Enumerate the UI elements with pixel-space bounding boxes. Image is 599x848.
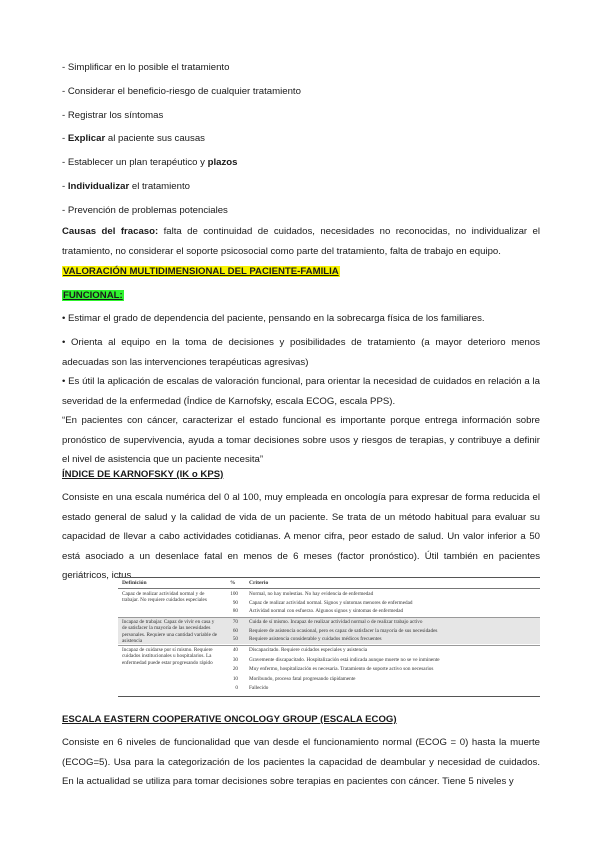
header-criterio: Criterio <box>249 580 269 586</box>
row-criterio: Cuida de sí mismo. Incapaz de realizar actividad normal o de realizar trabajo activo <box>249 619 423 625</box>
heading-funcional <box>62 290 124 302</box>
table-row <box>118 607 540 616</box>
row-criterio: Requiere asistencia considerable y cuidados médicos frecuentes <box>249 636 382 642</box>
heading-karnofsky-text: ÍNDICE DE KARNOFSKY (IK o KPS) <box>62 469 224 480</box>
karnofsky-paragraph: Consiste en una escala numérica del 0 al 100, muy empleada en oncología para expresar de forma reducida el estado general de salud y la calidad de vida de un paciente. Se trata de un método habitual para evaluar su capacidad de llevar a cabo actividades cotidianas. A menor cifra, peor estado de salud. Un valor inferior a 50 está asociado a un desenlace fatal en menos de 6 meses (factor pronóstico). Útil también en pacientes geriátricos, ictus. <box>62 492 540 581</box>
row-criterio: Fallecido <box>249 685 269 691</box>
table-row <box>118 635 540 644</box>
bullet-prevencion: - Prevención de problemas potenciales <box>62 205 228 216</box>
bullet-plan-bold: plazos <box>207 157 238 168</box>
row-pct: 90 <box>232 599 238 606</box>
bullet-plan <box>62 157 237 169</box>
karnofsky-table <box>118 577 540 697</box>
table-group-3 <box>118 645 540 695</box>
table-group-1 <box>118 589 540 616</box>
row-pct: 50 <box>232 636 238 642</box>
bullet-plan-text: - Establecer un plan terapéutico y <box>62 157 208 168</box>
fracaso-text: falta de continuidad de cuidados, necesidades no reconocidas, no individualizar el tratamiento, no considerar el soporte psicosocial como parte del tratamiento, falta de trabajo en equipo. <box>62 226 540 257</box>
group-definition: Capaz de realizar actividad normal y de trabajar. No requiere cuidados especiales <box>122 591 207 604</box>
row-criterio: Moribundo, proceso fatal progresando rápidamente <box>249 675 356 682</box>
table-row <box>118 684 540 693</box>
header-pct: % <box>230 580 236 586</box>
bullet-registrar: - Registrar los síntomas <box>62 110 164 121</box>
funcional-point-3: • Es útil la aplicación de escalas de valoración funcional, para orientar la necesidad de cuidados en relación a la severidad de la enfermedad (Índice de Karnofsky, escala ECOG, escala PPS). <box>62 376 540 407</box>
fracaso-paragraph <box>62 222 540 261</box>
row-pct: 20 <box>232 666 238 672</box>
row-pct: 40 <box>232 647 238 653</box>
ecog-paragraph: Consiste en 6 niveles de funcionalidad que van desde el funcionamiento normal (ECOG = 0) hasta la muerte (ECOG=5). Usa para la categorización de los pacientes la capacidad de deambular y necesidad de cuidados. En la actualidad se utiliza para tomar decisiones sobre terapias en pacientes con cáncer. Tiene 5 niveles y <box>62 737 540 787</box>
table-row <box>118 646 540 655</box>
bullet-individualizar: - Individualizar el tratamiento <box>62 181 190 192</box>
row-pct: 80 <box>232 608 238 614</box>
group-definition: Incapaz de trabajar. Capaz de vivir en casa y de satisfacer la mayoría de las necesidades personales. Requiere una cantidad variable de asistencia <box>122 619 218 644</box>
fracaso-label: Causas del fracaso: <box>62 226 159 237</box>
row-criterio: Gravemente discapacitado. Hospitalización está indicada aunque muerte no se ve inminente <box>249 656 440 663</box>
row-pct: 100 <box>230 591 238 597</box>
table-group-2 <box>118 617 540 644</box>
row-criterio: Muy enfermo, hospitalización es necesaria. Tratamiento de soporte activo son necesarios <box>249 666 434 672</box>
heading-karnofsky <box>62 469 223 481</box>
heading-valoracion-text: VALORACIÓN MULTIDIMENSIONAL DEL PACIENTE-FAMILIA <box>63 266 339 277</box>
table-row <box>118 599 540 608</box>
row-pct: 30 <box>232 656 238 663</box>
table-row <box>118 590 540 599</box>
bullet-explicar-bold: Explicar <box>67 133 106 144</box>
table-row <box>118 627 540 636</box>
bullet-individualizar-rest: el tratamiento <box>129 181 190 192</box>
row-pct: 70 <box>232 619 238 625</box>
table-row <box>118 665 540 674</box>
bullet-explicar: - Explicar al paciente sus causas <box>62 133 205 144</box>
table-row <box>118 675 540 684</box>
row-pct: 0 <box>235 685 238 691</box>
heading-funcional-text: FUNCIONAL: <box>63 290 123 301</box>
bullet-individualizar-bold: Individualizar <box>67 181 130 192</box>
heading-valoracion <box>62 266 340 278</box>
funcional-quote: “En pacientes con cáncer, caracterizar el estado funcional es importante porque entrega información sobre pronóstico de supervivencia, ayuda a tomar decisiones sobre usos y riesgos de terapias, y contribuye a definir el nivel de asistencia que un paciente necesita” <box>62 415 540 465</box>
bullet-explicar-rest: al paciente sus causas <box>105 133 205 144</box>
table-header-row <box>118 578 540 589</box>
row-pct: 10 <box>232 675 238 682</box>
row-criterio: Actividad normal con esfuerzo. Algunos signos y síntomas de enfermedad <box>249 608 404 614</box>
row-pct: 60 <box>232 627 238 634</box>
bullet-beneficio-riesgo: - Considerar el beneficio-riesgo de cualquier tratamiento <box>62 86 301 97</box>
row-criterio: Normal, no hay molestias. No hay evidencia de enfermedad <box>249 591 374 597</box>
heading-ecog-text: ESCALA EASTERN COOPERATIVE ONCOLOGY GROUP (ESCALA ECOG) <box>62 714 397 725</box>
row-criterio: Discapacitado. Requiere cuidados especiales y asistencia <box>249 647 368 653</box>
funcional-point-1: • Estimar el grado de dependencia del paciente, pensando en la sobrecarga física de los familiares. <box>62 313 485 324</box>
row-criterio: Requiere de asistencia ocasional, pero es capaz de satisfacer la mayoría de sus necesidades <box>249 627 438 634</box>
row-criterio: Capaz de realizar actividad normal. Signos y síntomas menores de enfermedad <box>249 599 413 606</box>
table-row <box>118 656 540 665</box>
header-definicion: Definición <box>122 580 147 586</box>
table-row <box>118 618 540 627</box>
heading-ecog <box>62 714 397 726</box>
group-definition: Incapaz de cuidarse por sí mismo. Requiere cuidados institucionales u hospitalarios. La enfermedad puede estar progresando rápido <box>122 647 213 666</box>
funcional-point-2: • Orienta al equipo en la toma de decisiones y posibilidades de tratamiento (a mayor deterioro menos adecuadas son las intervenciones terapéuticas agresivas) <box>62 337 540 368</box>
bullet-simplificar: - Simplificar en lo posible el tratamiento <box>62 62 230 73</box>
